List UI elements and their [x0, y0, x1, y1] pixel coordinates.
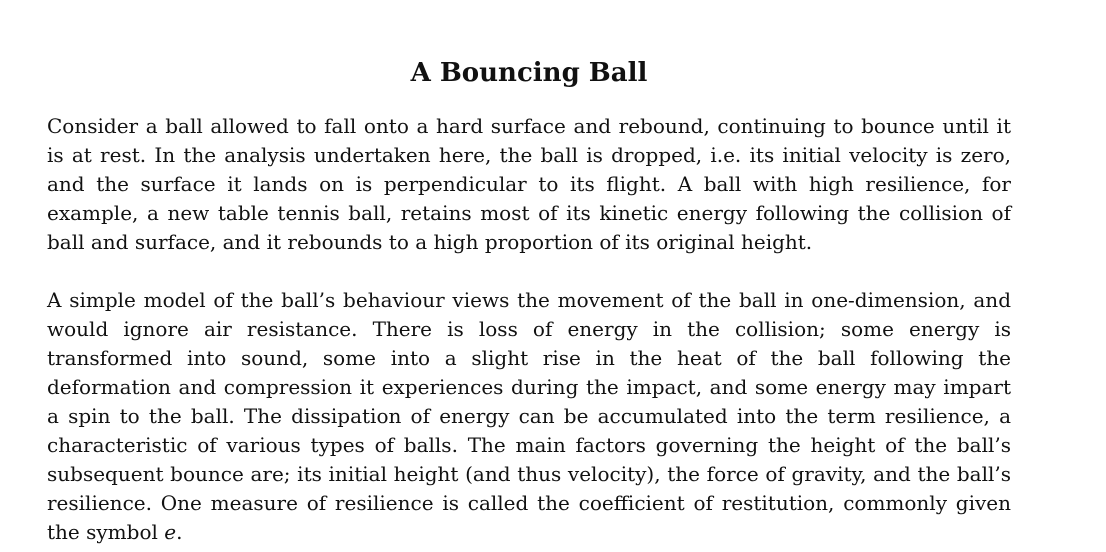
restitution-symbol: e [164, 520, 177, 544]
paragraph-intro: Consider a ball allowed to fall onto a hard surface and rebound, continuing to bounce until it is at rest. In the analysis undertaken here, the ball is dropped, i.e. its initial velocity is zero, and the surface it lands on is perpendicular to its flight. A ball with high resilience, for example, a new table tennis ball, retains most of its kinetic energy following the collision of ball and surface, and it rebounds to a high proportion of its original height. [47, 114, 1011, 254]
paragraph-model-end: . [176, 520, 183, 544]
document-title: A Bouncing Ball [410, 58, 648, 88]
paragraph-model [47, 286, 1011, 547]
paragraph-model-text: A simple model of the ball’s behaviour views the movement of the ball in one-dimension, and would ignore air resistance. There is loss of energy in the collision; some energy is transformed into sound, some into a slight rise in the heat of the ball following the deformation and compression it experiences during the impact, and some energy may impart a spin to the ball. The dissipation of energy can be accumulated into the term resilience, a characteristic of various types of balls. The main factors governing the height of the ball’s subsequent bounce are; its initial height (and thus velocity), the force of gravity, and the ball’s resilience. One measure of resilience is called the coefficient of restitution, commonly given the symbol [47, 288, 1011, 544]
document-page [47, 56, 1011, 547]
